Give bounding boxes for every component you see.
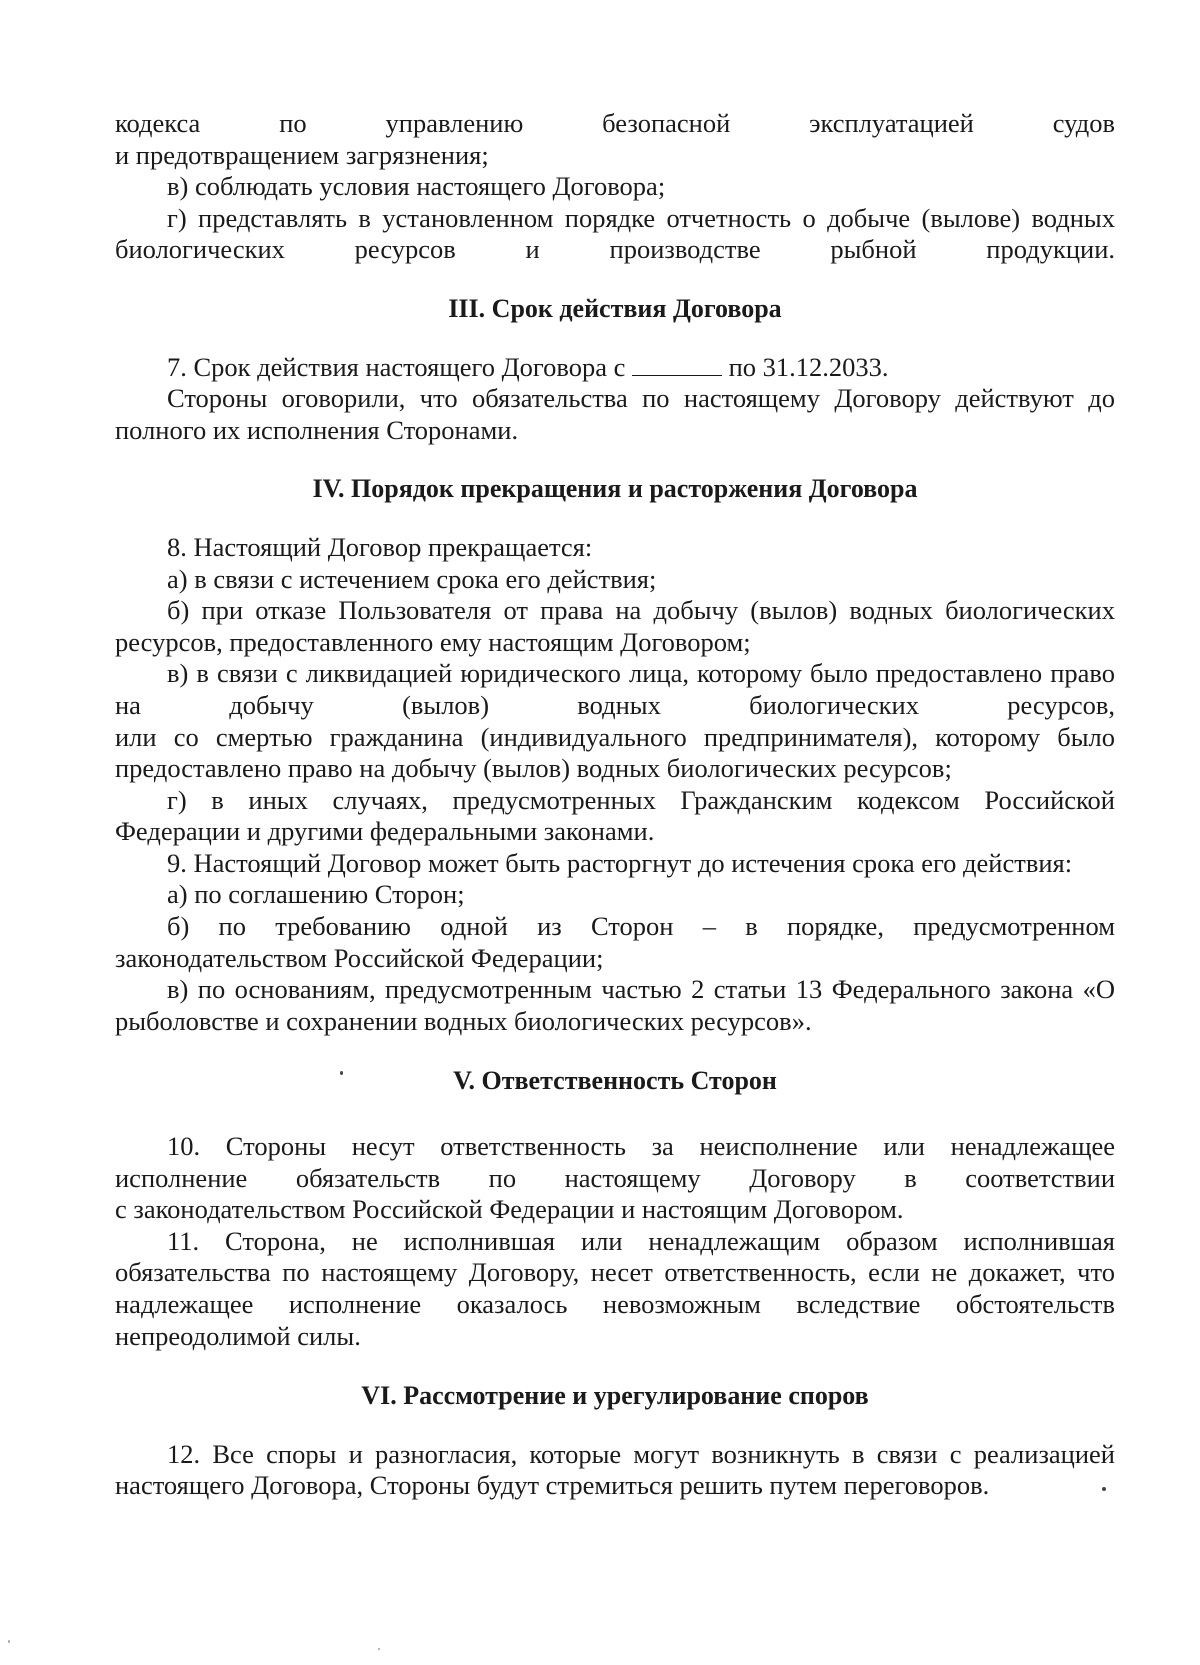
paragraph-item-v: в) соблюдать условия настоящего Договора; bbox=[167, 171, 666, 202]
paragraph-7-start: 7. Срок действия настоящего Договора с bbox=[167, 351, 626, 382]
section-heading-liability: V. Ответственность Сторон bbox=[453, 1066, 777, 1096]
paragraph-9a: а) по соглашению Сторон; bbox=[167, 879, 465, 910]
paragraph-8c-part2: или со смертью гражданина (индивидуального предпринимателя), которому было предоставлено право на добычу (вылов) водных биологических ресурсов; bbox=[115, 721, 1115, 784]
paragraph-12: 12. Все споры и разногласия, которые могут возникнуть в связи с реализацией настоящего Договора, Стороны будут стремиться решить путем переговоров. bbox=[115, 1438, 1115, 1501]
paragraph-7-end: по 31.12.2033. bbox=[728, 351, 889, 382]
scan-speck bbox=[378, 1648, 380, 1650]
paragraph-7 bbox=[115, 352, 1115, 384]
date-blank-line bbox=[632, 353, 722, 376]
scan-speck bbox=[1102, 1487, 1106, 1491]
paragraph-9: 9. Настоящий Договор может быть расторгнут до истечения срока его действия: bbox=[167, 847, 1073, 878]
paragraph-10-part2: с законодательством Российской Федерации и настоящим Договором. bbox=[115, 1194, 904, 1225]
paragraph-7b: Стороны оговорили, что обязательства по настоящему Договору действуют до полного их исполнения Сторонами. bbox=[115, 383, 1115, 445]
paragraph-continuation-line2: и предотвращением загрязнения; bbox=[115, 139, 489, 170]
paragraph-8b: б) при отказе Пользователя от права на добычу (вылов) водных биологических ресурсов, предоставленного ему настоящим Договором; bbox=[115, 595, 1115, 657]
paragraph-8c-part1: в) в связи с ликвидацией юридического лица, которому было предоставлено право на добычу (вылов) водных биологических ресурсов, bbox=[115, 658, 1115, 720]
paragraph-8: 8. Настоящий Договор прекращается: bbox=[167, 531, 593, 562]
paragraph-8d: г) в иных случаях, предусмотренных Гражданским кодексом Российской Федерации и другими федеральными законами. bbox=[115, 784, 1115, 847]
paragraph-9b: б) по требованию одной из Сторон – в порядке, предусмотренном законодательством Российской Федерации; bbox=[115, 911, 1115, 973]
scan-speck bbox=[8, 1640, 10, 1643]
scan-speck bbox=[340, 1071, 343, 1075]
paragraph-continuation-line1: кодекса по управлению безопасной эксплуатацией судов bbox=[115, 108, 1115, 138]
document-page bbox=[115, 108, 1115, 1502]
paragraph-item-g: г) представлять в установленном порядке отчетность о добыче (вылове) водных биологических ресурсов и производстве рыбной продукции. bbox=[115, 202, 1115, 265]
section-heading-termination: IV. Порядок прекращения и расторжения Договора bbox=[312, 474, 918, 504]
paragraph-9c: в) по основаниям, предусмотренным частью 2 статьи 13 Федерального закона «О рыболовстве и сохранении водных биологических ресурсов». bbox=[115, 974, 1115, 1036]
paragraph-10-part1: 10. Стороны несут ответственность за неисполнение или ненадлежащее исполнение обязательств по настоящему Договору в соответствии bbox=[115, 1131, 1115, 1193]
section-heading-term: III. Срок действия Договора bbox=[448, 293, 782, 323]
paragraph-8a: а) в связи с истечением срока его действия; bbox=[167, 563, 657, 594]
paragraph-11: 11. Сторона, не исполнившая или ненадлежащим образом исполнившая обязательства по настоящему Договору, несет ответственность, если не докажет, что надлежащее исполнение оказалось невозможным вследствие обстоятельств непреодолимой силы. bbox=[115, 1225, 1115, 1351]
section-heading-disputes: VI. Рассмотрение и урегулирование споров bbox=[361, 1381, 869, 1411]
